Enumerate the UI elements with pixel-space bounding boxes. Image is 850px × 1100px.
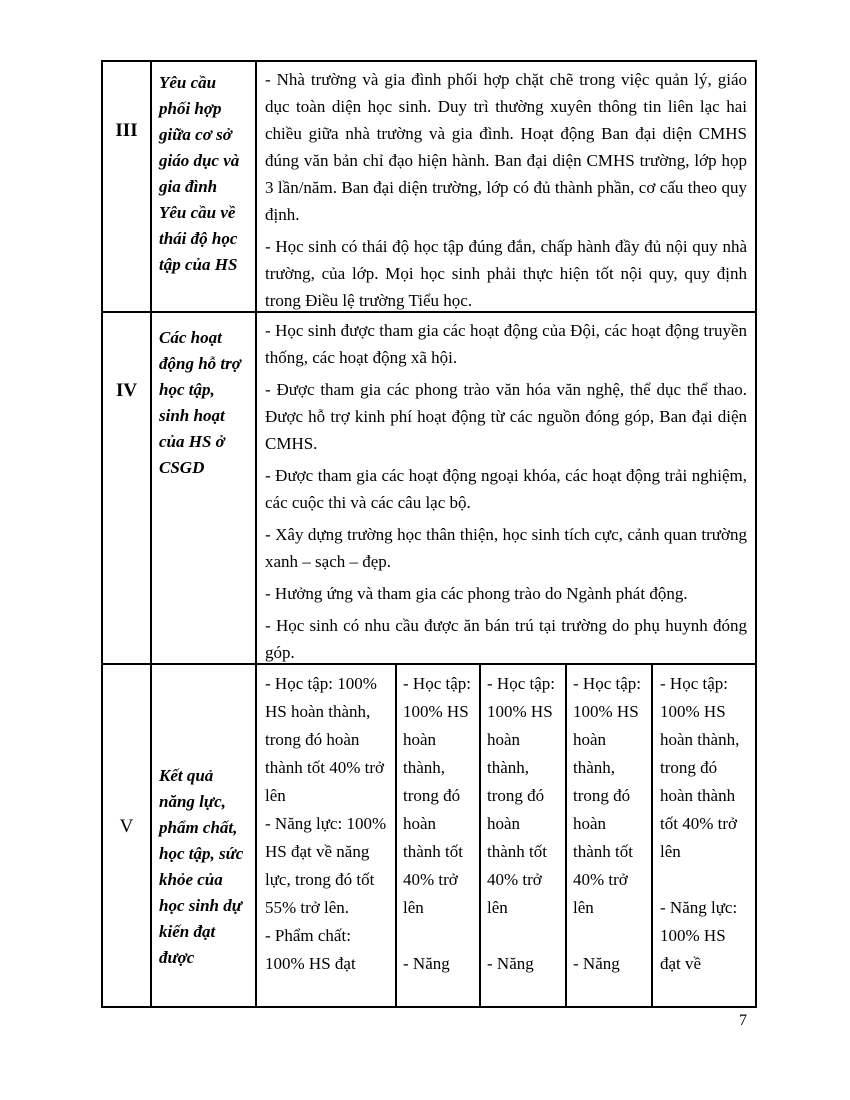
row-v-result-col-5 [653,665,755,1006]
row-iii-header-requirement-2: Yêu cầu về thái độ học tập của HS [159,203,238,274]
paragraph: - Học sinh được tham gia các hoạt động của Đội, các hoạt động truyền thống, các hoạt động xã hội. [265,321,747,367]
paragraph: - Xây dựng trường học thân thiện, học sinh tích cực, cảnh quan trường xanh – sạch – đẹp. [265,525,747,571]
row-iv-header-cell [152,313,257,663]
row-iii-header-cell [152,62,257,311]
row-v-result-col-1 [257,665,397,1006]
paragraph: - Năng [487,954,534,973]
row-v-header-title: Kết quả năng lực, phẩm chất, học tập, sức khỏe của học sinh dự kiến đạt được [159,766,244,967]
table-row-iv [103,313,755,665]
paragraph: - Nhà trường và gia đình phối hợp chặt chẽ trong việc quản lý, giáo dục toàn diện học sinh. Duy trì thường xuyên thông tin liên lạc hai chiều giữa nhà trường và gia đình. Hoạt động Ban đại diện CMHS đúng văn bản chỉ đạo hiện hành. Ban đại diện CMHS trường, lớp họp 3 lần/năm. Ban đại diện trường, lớp có đủ thành phần, cơ cấu theo quy định. [265,70,747,224]
paragraph: - Được tham gia các phong trào văn hóa văn nghệ, thể dục thể thao. Được hỗ trợ kinh phí hoạt động từ các nguồn đóng góp, Ban đại diện CMHS. [265,380,747,453]
row-v-result-col-4 [567,665,653,1006]
paragraph: - Năng lực: 100% HS đạt về [660,898,738,973]
paragraph: - Học tập: 100% HS hoàn thành, trong đó hoàn thành tốt 40% trở lên [660,674,740,861]
row-v-result-col-3 [481,665,567,1006]
paragraph: - Năng [573,954,620,973]
page-number: 7 [739,1012,747,1029]
paragraph: - Năng [403,954,450,973]
row-v-result-col-2 [397,665,481,1006]
paragraph: - Học tập: 100% HS hoàn thành, trong đó hoàn thành tốt 40% trở lên [265,674,384,805]
paragraph: - Học tập: 100% HS hoàn thành, trong đó hoàn thành tốt 40% trở lên [403,674,471,917]
paragraph: - Học tập: 100% HS hoàn thành, trong đó hoàn thành tốt 40% trở lên [573,674,641,917]
table-row-iii [103,62,755,313]
table-row-v [103,665,755,1006]
row-iv-number: IV [103,313,152,663]
paragraph [403,922,473,950]
row-iv-body-cell [257,313,755,663]
row-iii-header-requirement-1: Yêu cầu phối hợp giữa cơ sở giáo dục và gia đình [159,73,240,196]
paragraph: - Học sinh có thái độ học tập đúng đắn, chấp hành đầy đủ nội quy nhà trường, của lớp. Mọi học sinh phải thực hiện tốt nội quy, quy định trong Điều lệ trường Tiểu học. [265,237,747,310]
row-v-header-cell [152,665,257,1006]
paragraph: - Hưởng ứng và tham gia các phong trào do Ngành phát động. [265,584,688,603]
paragraph: - Phẩm chất: 100% HS đạt [265,926,356,973]
report-table [101,60,757,1008]
paragraph: - Học tập: 100% HS hoàn thành, trong đó hoàn thành tốt 40% trở lên [487,674,555,917]
paragraph [487,922,559,950]
paragraph: - Học sinh có nhu cầu được ăn bán trú tại trường do phụ huynh đóng góp. [265,616,747,662]
row-v-number: V [103,665,152,1006]
row-iv-header-title: Các hoạt động hỗ trợ học tập, sinh hoạt của HS ở CSGD [159,328,241,477]
paragraph: - Năng lực: 100% HS đạt về năng lực, trong đó tốt 55% trở lên. [265,814,387,917]
paragraph: - Được tham gia các hoạt động ngoại khóa, các hoạt động trải nghiệm, các cuộc thi và các câu lạc bộ. [265,466,747,512]
row-iii-body-cell [257,62,755,311]
paragraph [573,922,645,950]
row-iii-number: III [103,62,152,311]
paragraph [660,866,748,894]
